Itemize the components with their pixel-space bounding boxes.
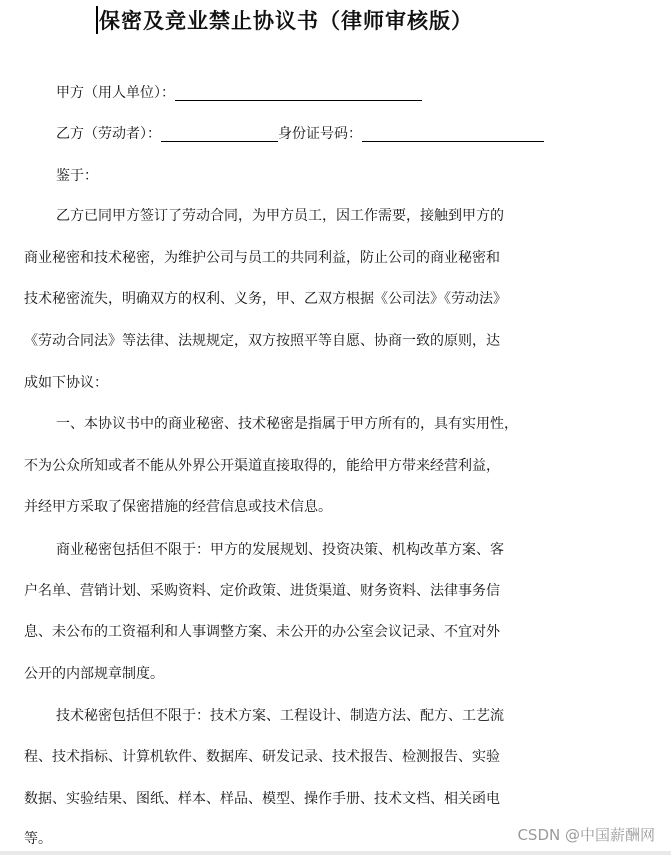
paragraph-line: 并经甲方采取了保密措施的经营信息或技术信息。 <box>24 499 332 515</box>
party-a-row <box>56 83 422 103</box>
paragraph-line: 息、未公布的工资福利和人事调整方案、未公开的办公室会议记录、不宜对外 <box>24 624 500 640</box>
paragraph-line: 《劳动合同法》等法律、法规规定，双方按照平等自愿、协商一致的原则，达 <box>24 333 500 349</box>
paragraph-line: 户名单、营销计划、采购资料、定价政策、进货渠道、财务资料、法律事务信 <box>24 583 500 599</box>
party-a-blank[interactable] <box>175 84 422 101</box>
paragraph-line: 商业秘密和技术秘密，为维护公司与员工的共同利益，防止公司的商业秘密和 <box>24 250 500 266</box>
paragraph-line: 不为公众所知或者不能从外界公开渠道直接取得的，能给甲方带来经营利益， <box>24 458 500 474</box>
paragraph-line: 成如下协议： <box>24 375 108 391</box>
paragraph-line: 等。 <box>24 831 52 847</box>
bottom-scroll-edge <box>0 851 671 855</box>
paragraph-line: 公开的内部规章制度。 <box>24 666 164 682</box>
paragraph-line: 商业秘密包括但不限于：甲方的发展规划、投资决策、机构改革方案、客 <box>56 542 504 558</box>
party-b-label: 乙方（劳动者）： <box>56 126 161 142</box>
whereas-heading: 鉴于： <box>56 168 98 184</box>
paragraph-line: 程、技术指标、计算机软件、数据库、研发记录、技术报告、检测报告、实验 <box>24 749 500 765</box>
paragraph-line: 乙方已同甲方签订了劳动合同，为甲方员工，因工作需要，接触到甲方的 <box>56 208 504 224</box>
id-label: 身份证号码： <box>278 126 362 142</box>
text-cursor <box>96 6 98 34</box>
party-b-row <box>56 124 544 144</box>
id-blank[interactable] <box>362 125 544 142</box>
paragraph-line: 技术秘密包括但不限于：技术方案、工程设计、制造方法、配方、工艺流 <box>56 708 504 724</box>
party-b-blank[interactable] <box>161 125 278 142</box>
paragraph-line: 一、本协议书中的商业秘密、技术秘密是指属于甲方所有的，具有实用性， <box>56 416 518 432</box>
party-a-label: 甲方（用人单位）： <box>56 85 175 101</box>
document-title: 保密及竞业禁止协议书（律师审核版） <box>99 8 473 33</box>
paragraph-line: 技术秘密流失，明确双方的权利、义务，甲、乙双方根据《公司法》《劳动法》 <box>24 291 507 307</box>
csdn-watermark: CSDN @中国薪酬网 <box>517 826 655 844</box>
paragraph-line: 数据、实验结果、图纸、样本、样品、模型、操作手册、技术文档、相关函电 <box>24 791 500 807</box>
